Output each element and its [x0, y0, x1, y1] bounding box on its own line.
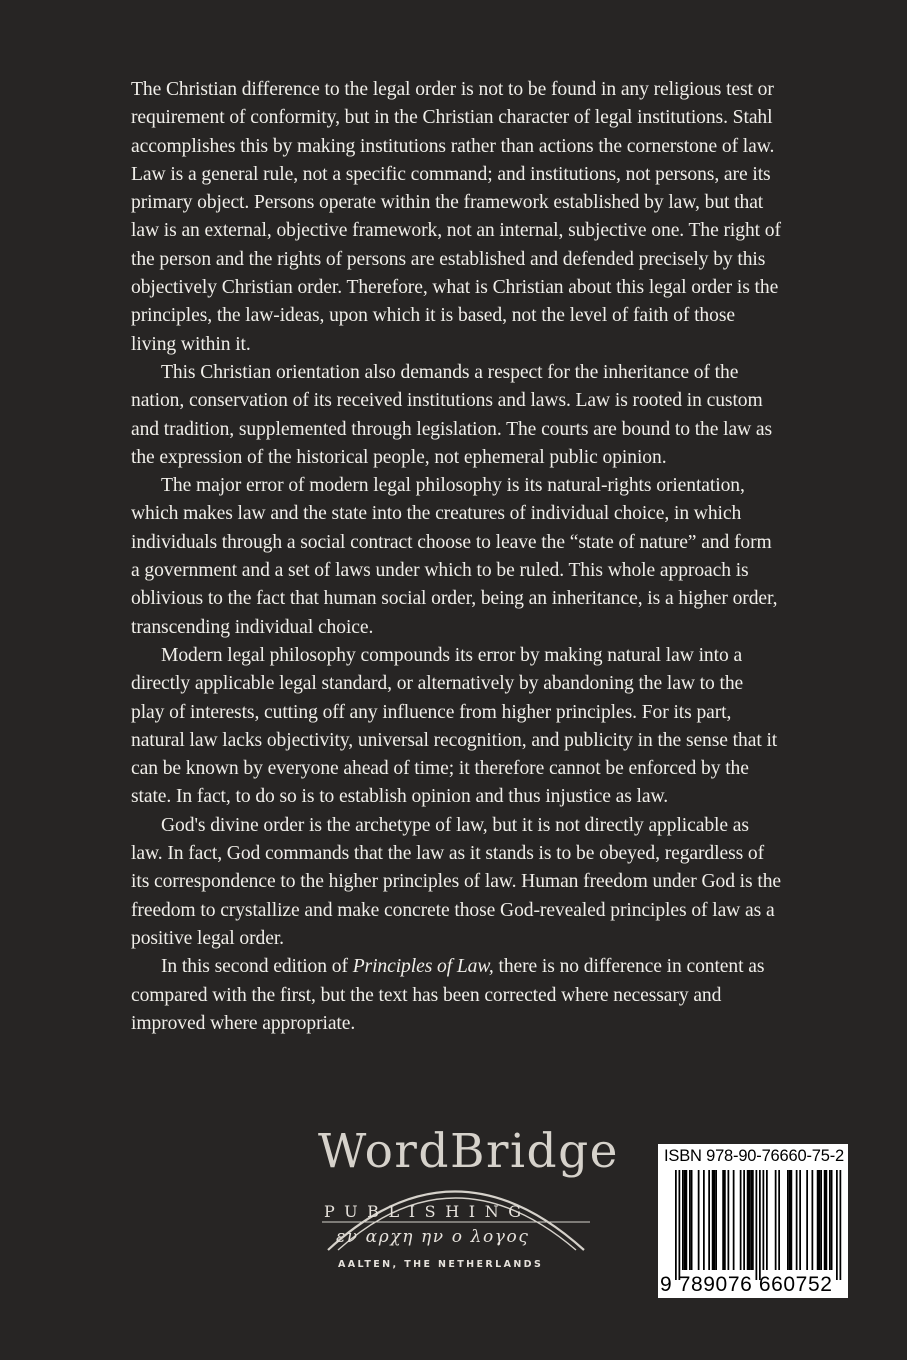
blurb-paragraph-5: God's divine order is the archetype of law, but it is not directly applicable as law. In fact, God commands that the law as it stands is to be obeyed, regardless of its correspondence to the higher principles of law. Human freedom under God is the freedom to crystallize and make concrete those God-revealed principles of law as a positive legal order. [131, 814, 781, 949]
blurb-paragraph-1: The Christian difference to the legal order is not to be found in any religious test or requirement of conformity, but in the Christian character of legal institutions. Stahl accomplishes this by making institutions rather than actions the cornerstone of law. Law is a general rule, not a specific command; and institutions, not persons, are its primary object. Persons operate within the framework established by law, but that law is an external, objective framework, not an internal, subjective one. The right of the person and the rights of persons are established and defended precisely by this objectively Christian order. Therefore, what is Christian about this legal order is the principles, the law-ideas, upon which it is based, not the level of faith of those living within it. [131, 79, 781, 355]
barcode-bar-43 [836, 1170, 838, 1280]
barcode-bar-5 [689, 1170, 691, 1270]
back-cover-blurb [131, 76, 781, 1038]
blurb-paragraph-6 [131, 953, 781, 1038]
barcode-bar-19 [747, 1170, 749, 1270]
barcode-bar-28 [778, 1170, 780, 1270]
barcode-bar-36 [817, 1170, 819, 1270]
blurb-paragraph-2: This Christian orientation also demands a respect for the inheritance of the nation, conservation of its received institutions and laws. Law is rooted in custom and tradition, supplemented through legislation. The courts are bound to the law as the expression of the historical people, not ephemeral public opinion. [131, 361, 773, 468]
barcode-bar-32 [796, 1170, 798, 1270]
barcode-bar-38 [820, 1170, 822, 1270]
barcode-bar-3 [684, 1170, 686, 1270]
barcode-bar-4 [686, 1170, 688, 1270]
barcode-bar-1 [679, 1170, 681, 1280]
barcode-bar-23 [756, 1170, 758, 1280]
publisher-name: WordBridge [318, 1124, 619, 1179]
barcode-bar-8 [703, 1170, 705, 1270]
barcode-bar-7 [698, 1170, 700, 1270]
barcode-bar-0 [675, 1170, 677, 1280]
barcode-bar-21 [750, 1170, 752, 1270]
barcode-bar-2 [682, 1170, 684, 1270]
barcode-bar-37 [819, 1170, 821, 1270]
barcode-bar-13 [722, 1170, 724, 1270]
barcode-bar-10 [712, 1170, 714, 1270]
blurb-paragraph-6-lead: In this second edition of [161, 956, 353, 978]
barcode-digits: 9 789076 660752 [660, 1273, 833, 1296]
publisher-motto: εν αρχη ην ο λογος [336, 1227, 530, 1247]
barcode-bar-27 [775, 1170, 777, 1270]
barcode-bar-30 [789, 1170, 791, 1270]
isbn-barcode [658, 1144, 848, 1298]
barcode-bar-18 [743, 1170, 745, 1270]
barcode-bar-15 [728, 1170, 730, 1270]
barcode-bar-40 [826, 1170, 828, 1270]
barcode-bar-44 [840, 1170, 842, 1280]
publisher-subtitle: PUBLISHING [324, 1202, 531, 1221]
barcode-bar-6 [691, 1170, 693, 1270]
barcode-bar-41 [829, 1170, 831, 1270]
blurb-paragraph-6-rest: there is no difference in content as compared with the first, but the text has been corrected where necessary and improved where appropriate. [131, 956, 765, 1034]
barcode-bar-14 [724, 1170, 726, 1270]
barcode-bar-29 [787, 1170, 789, 1270]
blurb-paragraph-4: Modern legal philosophy compounds its error by making natural law into a directly applicable legal standard, or alternatively by abandoning the law to the play of interests, cutting off any influence from higher principles. For its part, natural law lacks objectivity, universal recognition, and publicity in the sense that it can be known by everyone ahead of time; it therefore cannot be enforced by the state. In fact, to do so is to establish opinion and thus injustice as law. [131, 644, 778, 808]
isbn-label: ISBN 978-90-76660-75-2 [664, 1147, 844, 1165]
barcode-bar-25 [763, 1170, 765, 1270]
publisher-location: AALTEN, THE NETHERLANDS [338, 1259, 544, 1270]
barcode-bar-16 [733, 1170, 735, 1270]
barcode-bar-24 [759, 1170, 761, 1280]
blurb-paragraph-3: The major error of modern legal philosophy is its natural-rights orientation, which makes law and the state into the creatures of individual choice, in which individuals through a social contract choose to leave the “state of nature” and form a government and a set of laws under which to be ruled. This whole approach is oblivious to the fact that human social order, being an inheritance, is a higher order, transcending individual choice. [131, 475, 778, 638]
barcode-bar-9 [708, 1170, 710, 1270]
barcode-bar-12 [715, 1170, 717, 1270]
barcode-bar-33 [799, 1170, 801, 1270]
barcode-bar-26 [766, 1170, 768, 1270]
barcode-bar-17 [740, 1170, 742, 1270]
barcode-bar-20 [749, 1170, 751, 1270]
barcode-bar-34 [806, 1170, 808, 1270]
publisher-logo [314, 1124, 619, 1278]
barcode-bar-11 [714, 1170, 716, 1270]
barcode-bar-22 [752, 1170, 754, 1270]
barcode-bar-31 [791, 1170, 793, 1270]
barcode-bar-42 [831, 1170, 833, 1270]
barcode-bar-35 [812, 1170, 814, 1270]
barcode-bar-39 [824, 1170, 826, 1270]
book-title-reference: Principles of Law, [352, 956, 494, 978]
